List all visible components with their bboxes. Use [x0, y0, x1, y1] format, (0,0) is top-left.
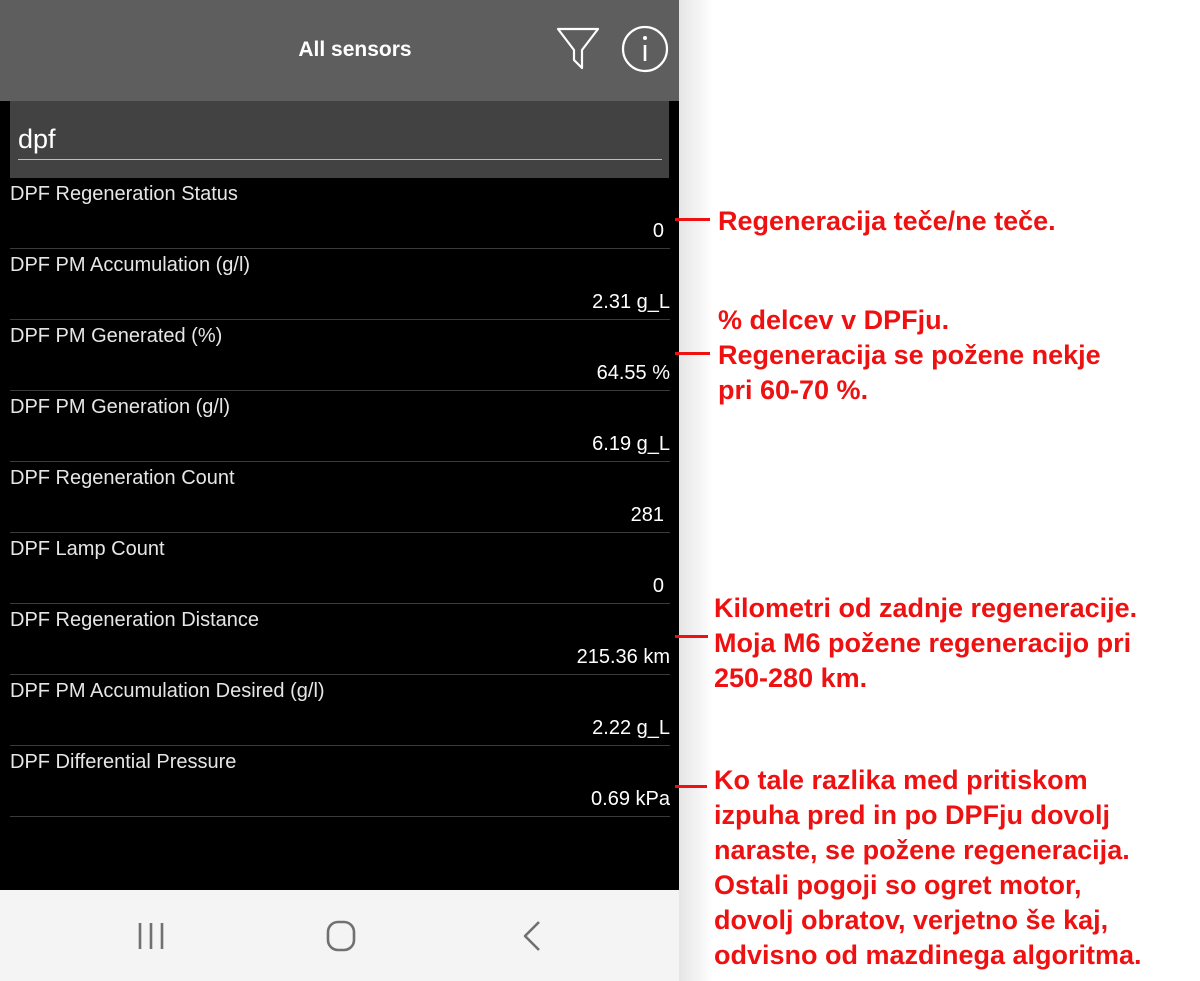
search-input[interactable]	[18, 119, 662, 160]
annotation-pointer	[675, 635, 708, 638]
search-box	[10, 101, 669, 178]
back-chevron-icon	[504, 908, 560, 964]
sensor-name: DPF Regeneration Status	[10, 183, 238, 205]
sensor-name: DPF Regeneration Distance	[10, 609, 260, 631]
annotation-regeneration-status: Regeneracija teče/ne teče.	[718, 206, 1056, 236]
sensor-row-pm-accumulation[interactable]	[10, 249, 670, 320]
info-circle-icon	[620, 24, 670, 74]
filter-button[interactable]	[554, 24, 602, 72]
filter-funnel-icon	[554, 24, 602, 72]
sensor-value: 6.19 g_L	[592, 433, 670, 455]
sensor-value: 215.36 km	[576, 646, 670, 668]
sensor-value: 0	[652, 575, 664, 597]
sensor-name: DPF PM Accumulation Desired (g/l)	[10, 680, 325, 702]
recent-apps-button[interactable]	[123, 908, 179, 964]
sensor-row-pm-accumulation-desired[interactable]	[10, 675, 670, 746]
sensor-name: DPF Differential Pressure	[10, 751, 237, 773]
back-button[interactable]	[504, 908, 560, 964]
sensor-value: 2.31 g_L	[592, 291, 670, 313]
sensor-row-differential-pressure[interactable]	[10, 746, 670, 817]
annotation-pm-generated: % delcev v DPFju. Regeneracija se požene nekje pri 60-70 %.	[718, 305, 1101, 405]
sensor-name: DPF PM Generation (g/l)	[10, 396, 231, 418]
annotation-regeneration-distance: Kilometri od zadnje regeneracije. Moja M6 požene regeneracijo pri 250-280 km.	[714, 593, 1138, 693]
sensor-value: 0.69 kPa	[591, 788, 670, 810]
phone-edge-shadow	[679, 0, 713, 981]
navigation-bar	[0, 890, 679, 981]
sensor-value: 64.55 %	[596, 362, 670, 384]
sensor-name: DPF Regeneration Count	[10, 467, 235, 489]
sensor-name: DPF PM Generated (%)	[10, 325, 223, 347]
annotation-pointer	[675, 352, 710, 355]
home-icon	[313, 908, 369, 964]
annotation-differential-pressure: Ko tale razlika med pritiskom izpuha pred in po DPFju dovolj naraste, se požene regeneracija. Ostali pogoji so ogret motor, dovolj obratov, verjetno še kaj, odvisno od mazdinega algoritma.	[714, 765, 1142, 970]
sensor-value: 2.22 g_L	[592, 717, 670, 739]
sensor-value: 0	[652, 220, 664, 242]
sensor-list	[10, 178, 670, 817]
recent-apps-icon	[123, 908, 179, 964]
sensor-row-pm-generation[interactable]	[10, 391, 670, 462]
sensor-row-regeneration-status[interactable]	[10, 178, 670, 249]
app-bar	[0, 0, 679, 101]
sensor-row-regeneration-distance[interactable]	[10, 604, 670, 675]
sensor-value: 281	[630, 504, 664, 526]
annotation-pointer	[675, 218, 710, 221]
sensor-name: DPF Lamp Count	[10, 538, 165, 560]
sensor-row-lamp-count[interactable]	[10, 533, 670, 604]
sensor-row-regeneration-count[interactable]	[10, 462, 670, 533]
home-button[interactable]	[313, 908, 369, 964]
info-button[interactable]	[620, 24, 670, 74]
page-title: All sensors	[298, 38, 412, 61]
sensor-row-pm-generated[interactable]	[10, 320, 670, 391]
annotation-pointer	[675, 785, 707, 788]
sensor-name: DPF PM Accumulation (g/l)	[10, 254, 251, 276]
